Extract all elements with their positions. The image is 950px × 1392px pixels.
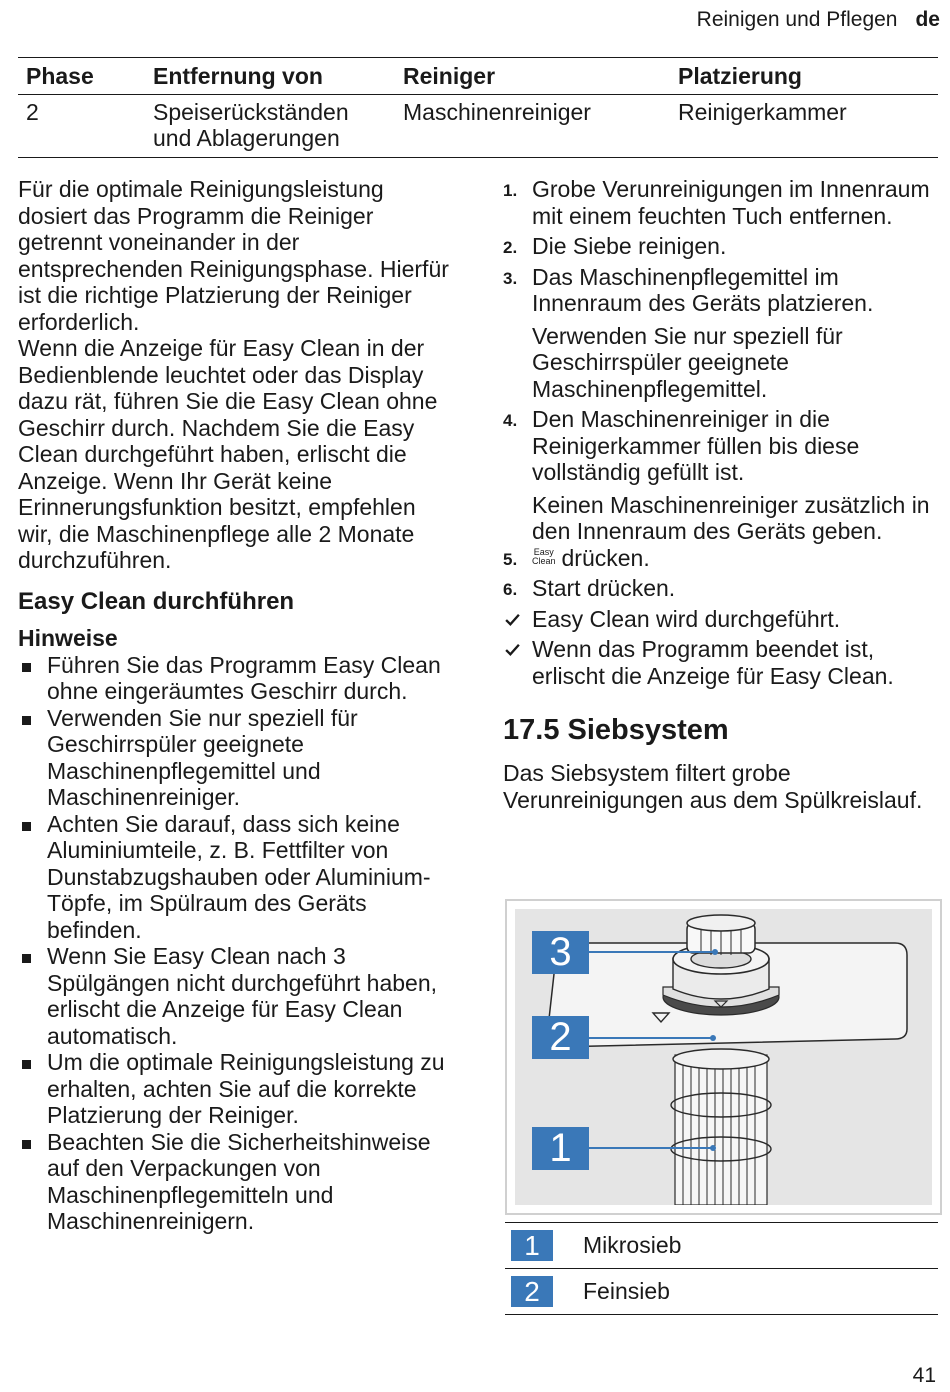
legend-row	[505, 1222, 938, 1268]
language-code: de	[915, 8, 940, 31]
figure-legend	[505, 1222, 938, 1315]
callout-3: 3	[532, 931, 589, 974]
list-item: Um die optimale Reinigungsleistung zu erhalten, achten Sie auf die korrekte Platzierung der Reiniger.	[18, 1049, 453, 1129]
result-2	[503, 636, 933, 689]
icon-label-top: Easy	[533, 546, 554, 557]
legend-label: Feinsieb	[583, 1278, 670, 1304]
col-header-platzierung: Platzierung	[678, 62, 802, 89]
filter-system-figure	[505, 899, 942, 1215]
col-header-entfernung: Entfernung von	[153, 62, 323, 89]
list-item: Achten Sie darauf, dass sich keine Aluminiumteile, z. B. Fettfilter von Dunstabzugshauben oder Aluminium-Töpfe, im Spülraum des Geräts befinden.	[18, 811, 453, 944]
hints-list	[18, 652, 453, 1235]
step-text: drücken.	[561, 544, 650, 571]
step-number: 1.	[503, 181, 518, 200]
legend-number: 1	[511, 1230, 553, 1261]
paragraph: Für die optimale Reinigungsleistung dosiert das Programm die Reiniger getrennt voneinander in der entsprechenden Reinigungsphase. Hierfür ist die richtige Platzierung der Reiniger erforderlich.	[18, 176, 449, 335]
right-column	[503, 176, 933, 813]
legend-label: Mikrosieb	[583, 1232, 682, 1258]
table-header	[18, 57, 938, 95]
page-number: 41	[912, 1364, 936, 1387]
check-icon	[504, 641, 521, 658]
table-cell: 2	[26, 99, 39, 125]
section-intro: Das Siebsystem filtert grobe Verunreinigungen aus dem Spülkreislauf.	[503, 760, 923, 813]
table-row	[18, 95, 938, 158]
icon-label-bottom: Clean	[532, 555, 556, 566]
legend-row	[505, 1268, 938, 1315]
list-item: Wenn Sie Easy Clean nach 3 Spülgängen nicht durchgeführt haben, erlischt die Anzeige für Easy Clean automatisch.	[18, 943, 453, 1049]
list-item: Beachten Sie die Sicherheitshinweise auf den Verpackungen von Maschinenpflegemitteln und Maschinenreinigern.	[18, 1129, 453, 1235]
result-1	[503, 606, 933, 633]
col-header-phase: Phase	[26, 62, 94, 89]
step-text: drücken.	[580, 575, 676, 601]
step-note: Verwenden Sie nur speziell für Geschirrspüler geeignete Maschinenpflegemittel.	[532, 322, 843, 402]
step-4	[503, 406, 933, 486]
list-item: Führen Sie das Programm Easy Clean ohne eingeräumtes Geschirr durch.	[18, 652, 453, 705]
subheading-easy-clean: Easy Clean durchführen	[18, 587, 295, 615]
step-text: Den Maschinenreiniger in die Reinigerkammer füllen bis diese vollständig gefüllt ist.	[532, 406, 860, 485]
section-title: 17.5 Siebsystem	[503, 714, 729, 746]
table-cell: Reinigerkammer	[678, 99, 847, 125]
check-icon	[504, 611, 521, 628]
section-name: Reinigen und Pflegen	[696, 8, 898, 31]
step-note: Keinen Maschinenreiniger zusätzlich in den Innenraum des Geräts geben.	[532, 491, 930, 544]
step-number: 5.	[503, 549, 518, 569]
callout-1: 1	[532, 1127, 589, 1170]
step-5	[503, 545, 933, 572]
paragraph: Wenn die Anzeige für Easy Clean in der Bedienblende leuchtet oder das Display dazu rät, führen Sie die Easy Clean ohne Geschirr durch. Nachdem Sie die Easy Clean durchgeführt haben, erlischt die Anzeige. Wenn Ihr Gerät keine Erinnerungsfunktion besitzt, empfehlen wir, die Maschinenpflege alle 2 Monate durchzuführen.	[18, 335, 438, 573]
step-1	[503, 176, 933, 229]
step-text: Die Siebe reinigen.	[532, 233, 727, 259]
step-number: 6.	[503, 580, 518, 599]
list-item: Verwenden Sie nur speziell für Geschirrspüler geeignete Maschinenpflegemittel und Maschinenreiniger.	[18, 705, 453, 811]
step-text: Grobe Verunreinigungen im Innenraum mit einem feuchten Tuch entfernen.	[532, 176, 930, 229]
step-text: Das Maschinenpflegemittel im Innenraum des Geräts platzieren.	[532, 263, 874, 316]
hints-title: Hinweise	[18, 625, 118, 651]
table-cell: Maschinenreiniger	[403, 99, 591, 125]
step-number: 3.	[503, 268, 518, 288]
left-column	[18, 176, 453, 1235]
result-text: Easy Clean wird durchgeführt.	[532, 605, 841, 632]
step-number: 2.	[503, 238, 518, 257]
step-3	[503, 264, 933, 317]
easy-clean-button-icon	[532, 548, 556, 566]
step-6	[503, 575, 933, 602]
figure-canvas	[515, 909, 932, 1205]
col-header-reiniger: Reiniger	[403, 62, 496, 89]
start-key-label: Start	[532, 575, 581, 601]
callout-2: 2	[532, 1016, 589, 1059]
running-header	[697, 8, 940, 32]
step-number: 4.	[503, 411, 518, 430]
legend-number: 2	[511, 1276, 553, 1307]
phase-table	[18, 57, 938, 158]
result-text: Wenn das Programm beendet ist, erlischt die Anzeige für Easy Clean.	[532, 636, 894, 689]
step-2	[503, 233, 933, 260]
table-cell: Speiserückständen und Ablagerungen	[153, 99, 349, 151]
